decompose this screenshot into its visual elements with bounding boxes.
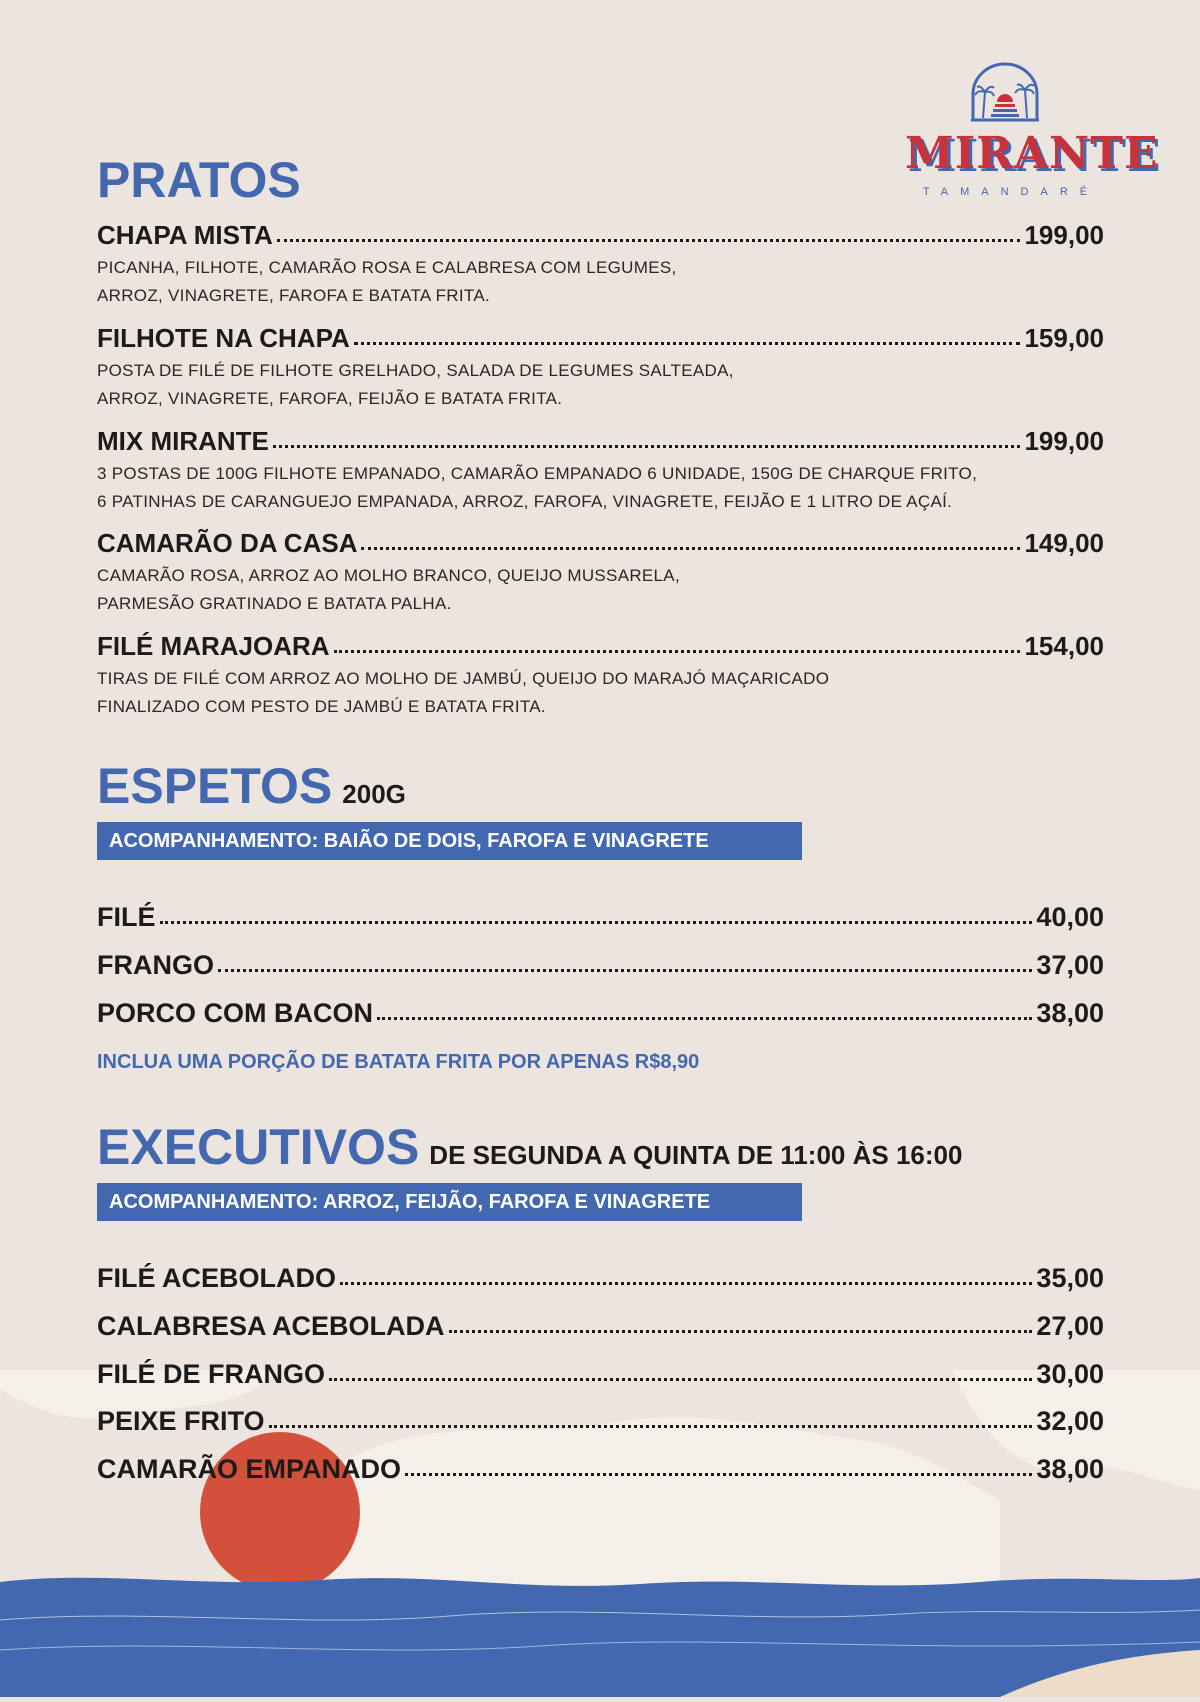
item-price: 149,00 [1024,528,1104,558]
item-name: CHAPA MISTA [97,220,273,250]
espetos-subtitle: 200G [342,779,406,809]
item-price: 27,00 [1036,1311,1104,1341]
item-price: 154,00 [1024,631,1104,661]
dot-leader [273,445,1021,448]
item-name: CAMARÃO EMPANADO [97,1454,401,1484]
menu-item-file-acebolado [97,1265,1104,1292]
item-name: FRANGO [97,950,214,980]
item-description: CAMARÃO ROSA, ARROZ AO MOLHO BRANCO, QUEIJO MUSSARELA, PARMESÃO GRATINADO E BATATA PALHA. [97,566,680,613]
item-price: 38,00 [1036,1454,1104,1484]
espetos-title: ESPETOS [97,758,333,814]
item-name: PORCO COM BACON [97,998,373,1028]
item-name: FILÉ DE FRANGO [97,1359,325,1389]
item-price: 199,00 [1024,426,1104,456]
dot-leader [269,1425,1033,1428]
dot-leader [329,1378,1032,1381]
menu-item-frango [97,952,1104,979]
dot-leader [361,547,1020,550]
brand-subtitle: TAMANDARÉ [922,186,1100,198]
dot-leader [354,342,1021,345]
item-description: TIRAS DE FILÉ COM ARROZ AO MOLHO DE JAMBÚ, QUEIJO DO MARAJÓ MAÇARICADO FINALIZADO COM PESTO DE JAMBÚ E BATATA FRITA. [97,669,830,716]
menu-item-chapa-mista [97,222,1104,248]
dot-leader [277,239,1021,242]
dot-leader [218,969,1032,972]
item-price: 32,00 [1036,1406,1104,1436]
beach-arch-icon [969,62,1041,124]
executivos-title: EXECUTIVOS [97,1119,420,1175]
menu-item-filhote-na-chapa [97,325,1104,351]
item-price: 199,00 [1024,220,1104,250]
menu-item-mix-mirante [97,428,1104,454]
menu-item-file-de-frango [97,1361,1104,1388]
item-price: 38,00 [1036,998,1104,1028]
menu-item-camarao-empanado [97,1456,1104,1483]
brand-name: MIRANTE [905,128,1159,179]
item-name: FILÉ [97,902,156,932]
dot-leader [334,650,1021,653]
item-price: 159,00 [1024,323,1104,353]
dot-leader [405,1473,1032,1476]
menu-item-peixe-frito [97,1408,1104,1435]
dot-leader [377,1017,1032,1020]
item-name: PEIXE FRITO [97,1406,265,1436]
item-name: MIX MIRANTE [97,426,269,456]
pratos-heading: PRATOS [97,152,301,208]
item-name: CAMARÃO DA CASA [97,528,358,558]
executivos-subtitle: DE SEGUNDA A QUINTA DE 11:00 ÀS 16:00 [429,1140,963,1170]
menu-item-file-marajoara [97,633,1104,659]
executivos-accompaniment-banner: ACOMPANHAMENTO: ARROZ, FEIJÃO, FAROFA E VINAGRETE [97,1183,802,1221]
dot-leader [449,1330,1033,1333]
item-price: 35,00 [1036,1263,1104,1293]
item-name: FILÉ ACEBOLADO [97,1263,336,1293]
item-description: 3 POSTAS DE 100G FILHOTE EMPANADO, CAMARÃO EMPANADO 6 UNIDADE, 150G DE CHARQUE FRITO, 6 PATINHAS DE CARANGUEJO EMPANADA, ARROZ, FAROFA, VINAGRETE, FEIJÃO E 1 LITRO DE AÇAÍ. [97,464,978,511]
item-name: FILHOTE NA CHAPA [97,323,350,353]
espetos-accompaniment-banner: ACOMPANHAMENTO: BAIÃO DE DOIS, FAROFA E VINAGRETE [97,822,802,860]
espetos-note: INCLUA UMA PORÇÃO DE BATATA FRITA POR APENAS R$8,90 [97,1051,700,1073]
brand-logo [905,62,1159,202]
item-name: FILÉ MARAJOARA [97,631,330,661]
executivos-heading [97,1119,963,1175]
item-description: POSTA DE FILÉ DE FILHOTE GRELHADO, SALADA DE LEGUMES SALTEADA, ARROZ, VINAGRETE, FAROFA, FEIJÃO E BATATA FRITA. [97,361,734,408]
item-price: 30,00 [1036,1359,1104,1389]
item-description: PICANHA, FILHOTE, CAMARÃO ROSA E CALABRESA COM LEGUMES, ARROZ, VINAGRETE, FAROFA E BATATA FRITA. [97,258,677,305]
menu-item-camarao-da-casa [97,530,1104,556]
menu-item-porco-com-bacon [97,1000,1104,1027]
espetos-heading [97,758,406,814]
menu-item-calabresa-acebolada [97,1313,1104,1340]
item-price: 37,00 [1036,950,1104,980]
item-name: CALABRESA ACEBOLADA [97,1311,445,1341]
dot-leader [340,1282,1032,1285]
menu-item-file [97,904,1104,931]
item-price: 40,00 [1036,902,1104,932]
dot-leader [160,921,1033,924]
